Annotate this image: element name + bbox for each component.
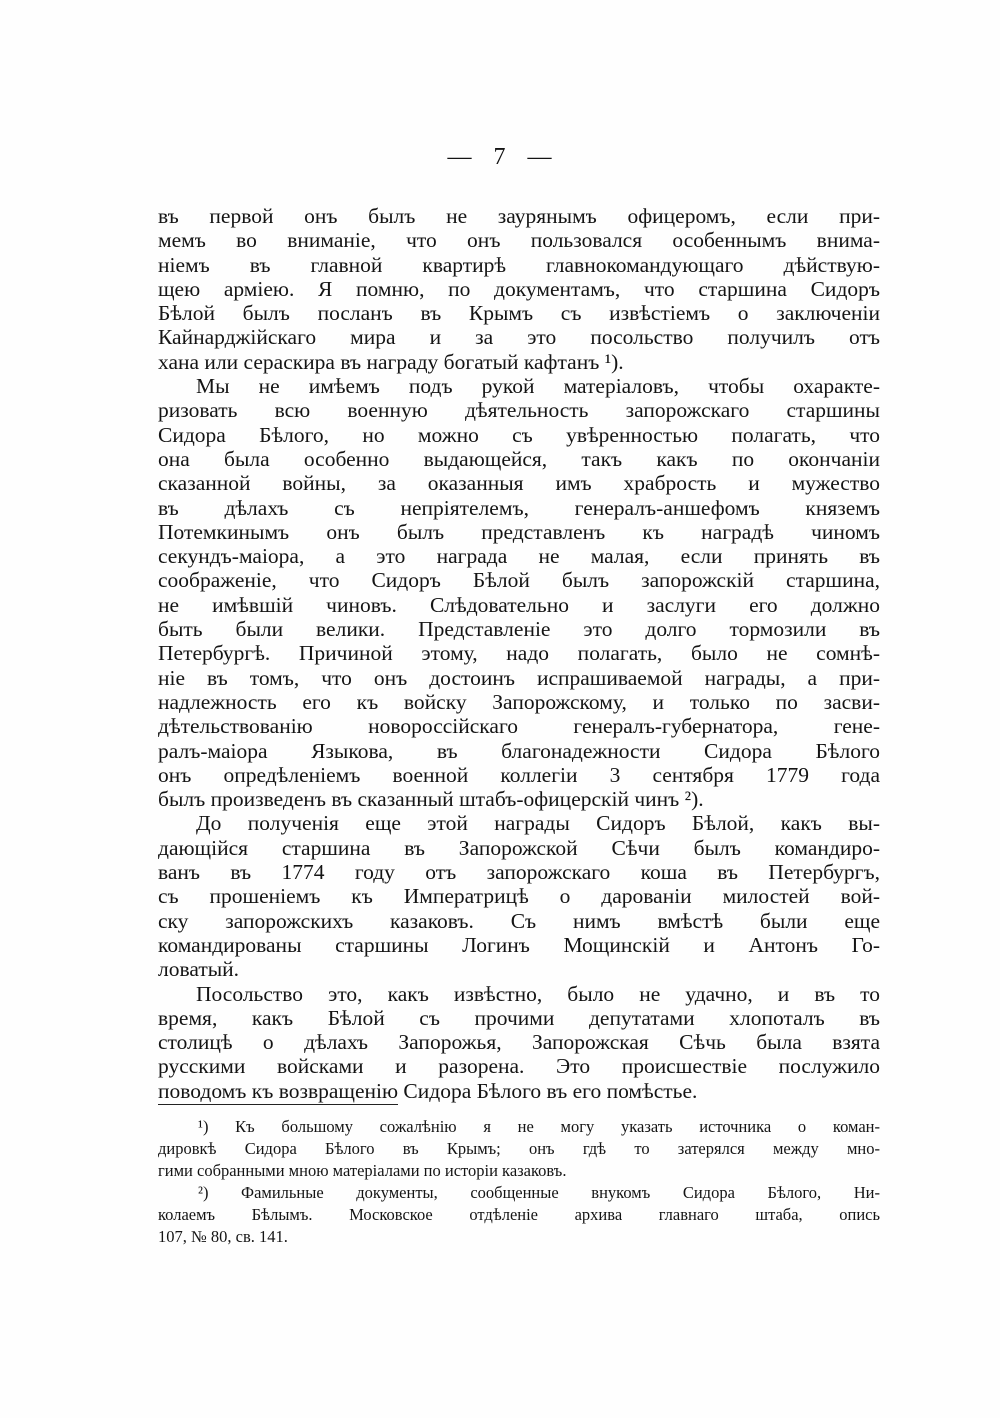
text-line: ску запорожскихъ казаковъ. Съ нимъ вмѣстѣ были еще — [158, 908, 880, 933]
page-number: 7 — [493, 144, 507, 170]
text-line: Мы не имѣемъ подъ рукой матеріаловъ, чтобы охаракте- — [196, 374, 880, 399]
text-line: секундъ-маіора, а это награда не малая, если принять въ — [158, 544, 880, 569]
text-line: командированы старшины Логинъ Мощинскій и Антонъ Го- — [158, 932, 880, 957]
text-line: щею арміею. Я помню, по документамъ, что старшина Сидоръ — [158, 276, 880, 301]
text-line: ризовать всю военную дѣятельность запорожскаго старшины — [158, 398, 880, 423]
footnote-line: гими собранными мною матеріалами по исторіи казаковъ. — [158, 1161, 567, 1180]
text-line: Бѣлой былъ посланъ въ Крымъ съ извѣстіемъ о заключеніи — [158, 301, 880, 326]
text-line: не имѣвшій чиновъ. Слѣдовательно и заслуги его должно — [158, 592, 880, 617]
text-line: время, какъ Бѣлой съ прочими депутатами хлопоталъ въ — [158, 1005, 880, 1030]
text-line: Кайнарджійскаго мира и за это посольство получилъ отъ — [158, 325, 880, 350]
text-line: ловатый. — [158, 957, 240, 982]
text-line: былъ произведенъ въ сказанный штабъ-офицерскій чинъ ²). — [158, 787, 704, 812]
text-line: быть были велики. Представленіе это долго тормозили въ — [158, 617, 880, 642]
footnote-line: колаемъ Бѣлымъ. Московское отдѣленіе архива главнаго штаба, опись — [158, 1205, 880, 1224]
text-line: соображеніе, что Сидоръ Бѣлой былъ запорожскій старшина, — [158, 568, 880, 593]
text-line: надлежность его къ войску Запорожскому, и только по засви- — [158, 689, 880, 714]
text-line: столицѣ о дѣлахъ Запорожья, Запорожская Сѣчь была взята — [158, 1030, 880, 1055]
header-dash-left: — — [447, 144, 473, 170]
text-line: хана или сераскира въ награду богатый кафтанъ ¹). — [158, 349, 624, 374]
footnote-line: ¹) Къ большому сожалѣнію я не могу указать источника о коман- — [198, 1117, 880, 1136]
text-line: Потемкинымъ онъ былъ представленъ къ наградѣ чиномъ — [158, 519, 880, 544]
footnotes — [158, 1116, 880, 1248]
text-line: ніемъ въ главной квартирѣ главнокомандующаго дѣйствую- — [158, 252, 880, 277]
text-line: ванъ въ 1774 году отъ запорожскаго коша въ Петербургъ, — [158, 860, 880, 885]
text-line: поводомъ къ возвращенію Сидора Бѣлого въ его помѣстье. — [158, 1078, 698, 1103]
text-line: Сидора Бѣлого, но можно съ увѣренностью полагать, что — [158, 422, 880, 447]
text-line: въ дѣлахъ съ непріятелемъ, генералъ-аншефомъ княземъ — [158, 495, 880, 520]
text-line: дающійся старшина въ Запорожской Сѣчи былъ командиро- — [158, 835, 880, 860]
text-line: въ первой онъ былъ не заурянымъ офицеромъ, если при- — [158, 204, 880, 228]
text-line: Петербургѣ. Причиной этому, надо полагать, было не сомнѣ- — [158, 641, 880, 666]
footnote-divider — [158, 1104, 398, 1105]
footnote-line: дировкѣ Сидора Бѣлого въ Крымъ; онъ гдѣ то затерялся между мно- — [158, 1139, 880, 1158]
text-line: сказанной войны, за оказанныя имъ храбрость и мужество — [158, 471, 880, 496]
text-line: она была особенно выдающейся, такъ какъ по окончаніи — [158, 446, 880, 471]
text-line: дѣтельствованію новороссійскаго генералъ-губернатора, гене- — [158, 714, 880, 739]
header-dash-right: — — [527, 144, 553, 170]
text-line: онъ опредѣленіемъ военной коллегіи 3 сентября 1779 года — [158, 762, 880, 787]
text-line: мемъ во вниманіе, что онъ пользовался особеннымъ внима- — [158, 228, 880, 253]
text-line: Посольство это, какъ извѣстно, было не удачно, и въ то — [196, 981, 880, 1006]
text-line: съ прошеніемъ къ Императрицѣ о дарованіи милостей вой- — [158, 884, 880, 909]
text-line: русскими войсками и разорена. Это происшествіе послужило — [158, 1054, 880, 1079]
text-line: ралъ-маіора Языкова, въ благонадежности Сидора Бѣлого — [158, 738, 880, 763]
footnote-line: 107, № 80, св. 141. — [158, 1227, 288, 1246]
text-line: До полученія еще этой награды Сидоръ Бѣлой, какъ вы- — [196, 811, 880, 836]
footnote-line: ²) Фамильные документы, сообщенные внукомъ Сидора Бѣлого, Ни- — [198, 1183, 880, 1202]
body-text — [158, 204, 880, 1103]
text-line: ніе въ томъ, что онъ достоинъ испрашиваемой награды, а при- — [158, 665, 880, 690]
page-header — [0, 144, 1000, 171]
